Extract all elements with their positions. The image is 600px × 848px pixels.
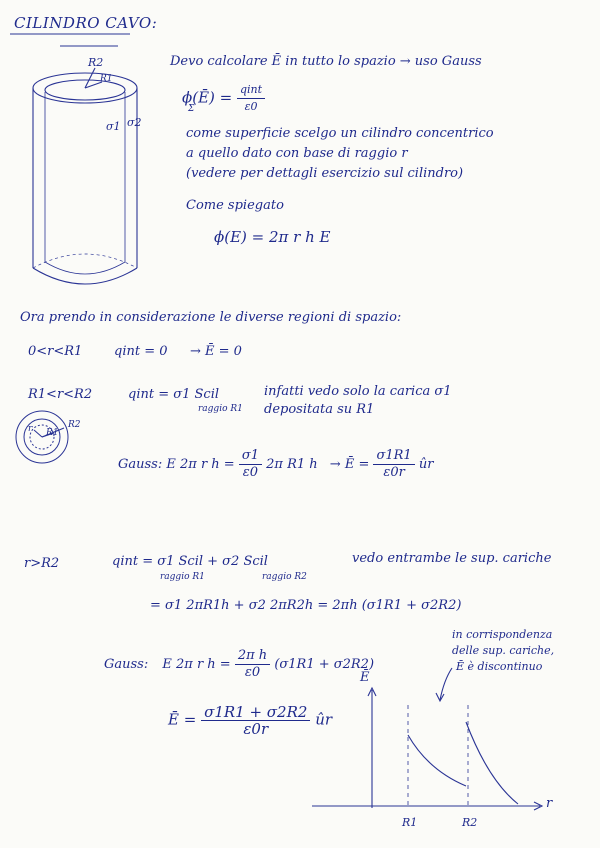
region2-gauss-num: σ1 — [239, 448, 262, 465]
cyl-sigma1-label: σ1 — [106, 120, 121, 133]
annotation-line-2: delle sup. cariche, — [452, 644, 555, 657]
cyl-sigma2-label: σ2 — [127, 116, 142, 129]
inner-bottom-arc — [45, 262, 125, 274]
curve-segment-1 — [408, 735, 466, 786]
region2-gauss-label: Gauss: — [118, 457, 163, 472]
flux-formula: ϕ(E) = 2π r h E — [214, 228, 331, 246]
annotation-arrowhead — [436, 693, 444, 701]
cross-r-label: r — [28, 424, 33, 434]
annotation-line-3: Ē è discontinuo — [456, 660, 543, 673]
region1-qint: qint = 0 — [114, 344, 168, 359]
region2-gauss-rest: 2π R1 h — [266, 457, 318, 472]
region1-result: → Ē = 0 — [190, 344, 242, 359]
graph-tick-r1: R1 — [402, 816, 418, 829]
region3-gauss-rest: (σ1R1 + σ2R2) — [274, 657, 375, 672]
intro-line-5: Come spiegato — [186, 198, 284, 213]
flux-lhs: ϕ(Ē) = — [182, 88, 233, 107]
region3-note: vedo entrambe le sup. cariche — [352, 551, 552, 566]
intro-line-3: a quello dato con base di raggio r — [186, 146, 408, 161]
region2-gauss — [118, 448, 433, 481]
cyl-r2-label: R2 — [88, 56, 104, 69]
graph-tick-r2: R2 — [462, 816, 478, 829]
annotation-line-1: in corrispondenza — [452, 628, 553, 641]
cylinder-figure — [10, 34, 137, 284]
region2-gauss-den: ε0 — [242, 465, 259, 480]
flux-denominator: ε0 — [244, 100, 258, 113]
region3-result — [168, 704, 332, 737]
bottom-hidden-arc — [33, 254, 137, 268]
region2-result-num: σ1R1 — [373, 448, 414, 465]
region3-sub-1: raggio R1 — [160, 572, 205, 582]
region3-result-num: σ1R1 + σ2R2 — [201, 704, 310, 721]
region1-condition: 0<r<R1 — [28, 344, 83, 359]
region2-result-lhs: → Ē = — [329, 457, 370, 472]
flux-numerator: qint — [237, 82, 265, 99]
region3-gauss — [104, 648, 374, 681]
outer-bottom-arc — [33, 268, 137, 284]
region3-gauss-lhs: E 2π r h = — [162, 657, 231, 672]
graph-x-label: r — [546, 796, 553, 811]
graph-y-label: Ē — [360, 670, 370, 685]
curve-segment-2 — [466, 722, 518, 804]
cyl-r1-label: R1 — [100, 74, 113, 84]
region3-result-den: ε0r — [243, 720, 269, 738]
cross-section-figure — [16, 411, 68, 463]
region3-gauss-den: ε0 — [244, 665, 261, 680]
region3-result-unit: ûr — [315, 710, 333, 729]
region3-sub-2: raggio R2 — [262, 572, 307, 582]
intro-line-4: (vedere per dettagli esercizio sul cilindro) — [186, 166, 464, 181]
annotation-arrow — [440, 668, 452, 700]
region2-condition: R1<r<R2 — [28, 387, 93, 402]
inner-top-ellipse — [45, 80, 125, 100]
region3-qint: qint = σ1 Scil + σ2 Scil — [112, 554, 268, 569]
region2-gauss-fraction — [239, 448, 262, 481]
region3-gauss-label: Gauss: — [104, 657, 149, 672]
region2-gauss-lhs: E 2π r h = — [166, 457, 235, 472]
intro-line-1: Devo calcolare Ē in tutto lo spazio → uso Gauss — [170, 54, 482, 69]
region2-note-1: infatti vedo solo la carica σ1 — [264, 384, 452, 399]
page-title: CILINDRO CAVO: — [14, 14, 158, 32]
region2-qint: qint = σ1 Scil — [128, 387, 220, 402]
cross-r-line — [34, 430, 42, 437]
region3-line-2: = σ1 2πR1h + σ2 2πR2h = 2πh (σ1R1 + σ2R2) — [150, 598, 462, 613]
region3-result-lhs: Ē = — [168, 710, 197, 729]
cross-r2-label: R2 — [68, 420, 81, 430]
region2-result-fraction — [373, 448, 414, 481]
region2-result-unit: ûr — [418, 457, 434, 472]
flux-subscript: Σ — [188, 104, 195, 114]
field-graph — [312, 668, 542, 810]
region2-result-den: ε0r — [383, 465, 405, 480]
cross-r1-label: R1 — [46, 428, 59, 438]
region3-gauss-fraction — [235, 648, 270, 681]
region2-qint-sub: raggio R1 — [198, 404, 243, 414]
intro-line-2: come superficie scelgo un cilindro concentrico — [186, 126, 494, 141]
region3-result-fraction — [201, 704, 310, 737]
regions-intro: Ora prendo in considerazione le diverse regioni di spazio: — [20, 310, 402, 325]
region2-note-2: depositata su R1 — [264, 402, 375, 417]
region3-condition: r>R2 — [24, 556, 60, 571]
region3-gauss-num: 2π h — [235, 648, 270, 665]
